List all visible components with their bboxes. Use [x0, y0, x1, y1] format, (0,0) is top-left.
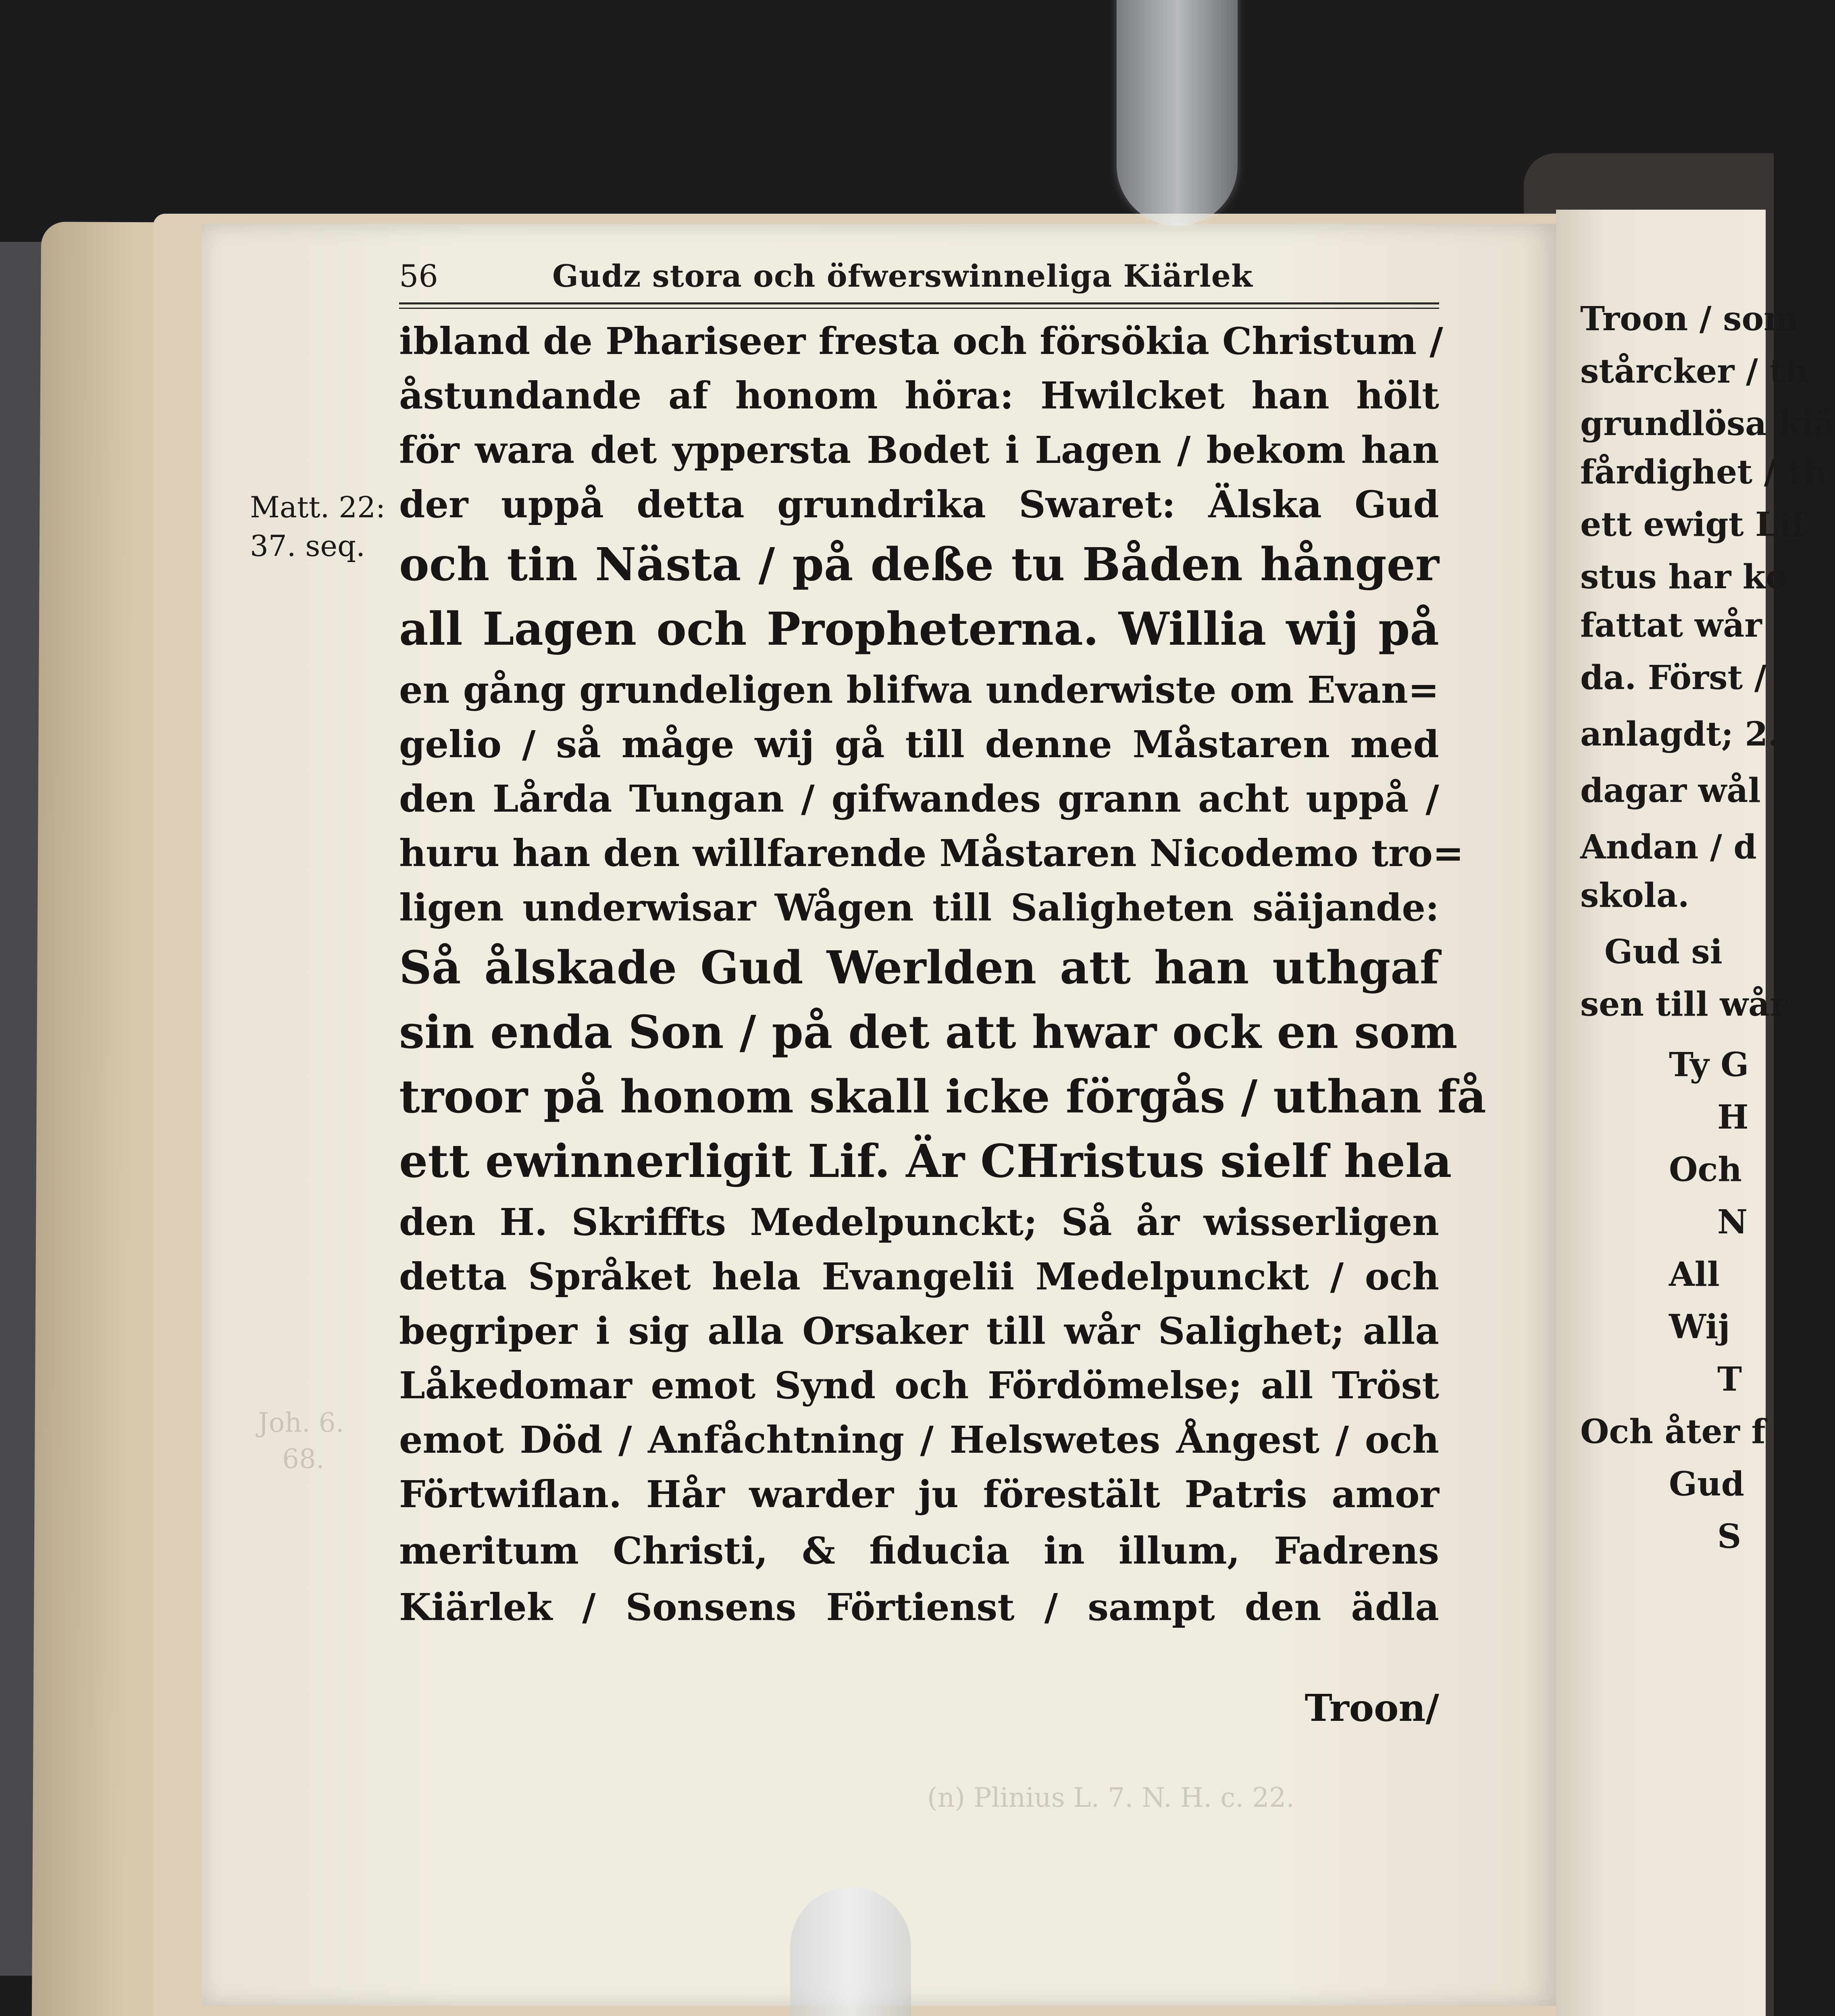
text-line: den Lårda Tungan / gifwandes grann acht uppå / [399, 777, 1439, 821]
text-line: all Lagen och Propheterna. Willia wij på [399, 603, 1439, 656]
text-line: troor på honom skall icke förgås / uthan få [399, 1070, 1486, 1123]
facing-page-line: dagar wål [1580, 771, 1761, 810]
text-line: och tin Nästa / på deße tu Båden hånger [399, 538, 1439, 591]
facing-page-line: skola. [1580, 876, 1689, 915]
text-line: Låkedomar emot Synd och Fördömelse; all Tröst [399, 1364, 1439, 1407]
text-line: Kiärlek / Sonsens Förtienst / sampt den ädla [399, 1585, 1439, 1629]
facing-page-line: stus har ko [1580, 558, 1788, 596]
facing-page-line: fattat wår [1580, 606, 1762, 645]
text-line: der uppå detta grundrika Swaret: Älska Gud [399, 483, 1439, 526]
text-line: ett ewinnerligit Lif. Är CHristus sielf hela [399, 1135, 1452, 1188]
facing-page-line: Ty G [1669, 1045, 1749, 1084]
text-line: Troon/ [1304, 1686, 1439, 1730]
text-line: åstundande af honom höra: Hwilcket han hölt [399, 374, 1439, 417]
text-line: huru han den willfarende Måstaren Nicodemo tro= [399, 831, 1464, 875]
text-line: för wara det yppersta Bodet i Lagen / bekom han [399, 428, 1439, 472]
facing-page-line: T [1717, 1360, 1742, 1399]
running-head-rule [399, 302, 1439, 309]
page-number: 56 [399, 258, 438, 294]
page-clip-top [1117, 0, 1238, 226]
margin-note-line: 37. seq. [250, 529, 365, 563]
page-clip-bottom [790, 1887, 911, 2016]
text-line: ibland de Phariseer fresta och försökia Christum / [399, 319, 1443, 363]
text-line: den H. Skriffts Medelpunckt; Så år wisserligen [399, 1200, 1439, 1244]
facing-page-line: fårdighet / th [1580, 453, 1827, 492]
facing-page-line: Gud si [1604, 933, 1723, 971]
text-line: meritum Christi, & fiducia in illum, Fadrens [399, 1529, 1439, 1572]
facing-page [1556, 210, 1835, 2016]
facing-page-line: ett ewigt Lif [1580, 505, 1806, 544]
text-line: detta Språket hela Evangelii Medelpunckt / och [399, 1255, 1439, 1298]
bleed-through-note: 68. [282, 1443, 325, 1475]
facing-page-line: da. Först / [1580, 658, 1766, 697]
facing-page-line: grundlösa kiä [1580, 404, 1835, 443]
text-line: Så ålskade Gud Werlden att han uthgaf [399, 941, 1439, 994]
text-line: en gång grundeligen blifwa underwiste om Evan= [399, 668, 1439, 712]
bleed-through-note: Joh. 6. [258, 1407, 344, 1438]
facing-page-line: All [1669, 1255, 1720, 1294]
text-line: Förtwiflan. Hår warder ju förestält Patris amor [399, 1472, 1439, 1516]
facing-page-line: S [1717, 1517, 1741, 1556]
facing-page-line: N [1717, 1203, 1748, 1241]
text-line: sin enda Son / på det att hwar ock en som [399, 1006, 1458, 1059]
facing-page-line: Wij [1669, 1308, 1730, 1346]
text-line: gelio / så måge wij gå till denne Måstaren med [399, 723, 1439, 766]
facing-page-line: anlagdt; 2. [1580, 715, 1780, 754]
facing-page-line: Andan / d [1580, 828, 1757, 866]
facing-page-line: H [1717, 1098, 1749, 1137]
text-line: begriper i sig alla Orsaker till wår Salighet; alla [399, 1309, 1439, 1353]
margin-note [250, 488, 385, 565]
bleed-through-footnote: (n) Plinius L. 7. N. H. c. 22. [927, 1782, 1295, 1813]
facing-page-line: Troon / som [1580, 300, 1799, 338]
facing-page-line: sen till wår [1580, 985, 1787, 1024]
running-head [399, 258, 1439, 302]
text-line: emot Död / Anfåchtning / Helswetes Ångest / och [399, 1418, 1439, 1462]
facing-page-line: Och [1669, 1150, 1742, 1189]
facing-page-line: Och åter f [1580, 1412, 1766, 1451]
text-line: ligen underwisar Wågen till Saligheten säijande: [399, 886, 1439, 929]
facing-page-line: stårcker / th [1580, 352, 1809, 391]
facing-page-line: Gud [1669, 1465, 1744, 1504]
margin-note-line: Matt. 22: [250, 490, 386, 524]
running-head-title: Gudz stora och öfwerswinneliga Kiärlek [552, 258, 1253, 294]
